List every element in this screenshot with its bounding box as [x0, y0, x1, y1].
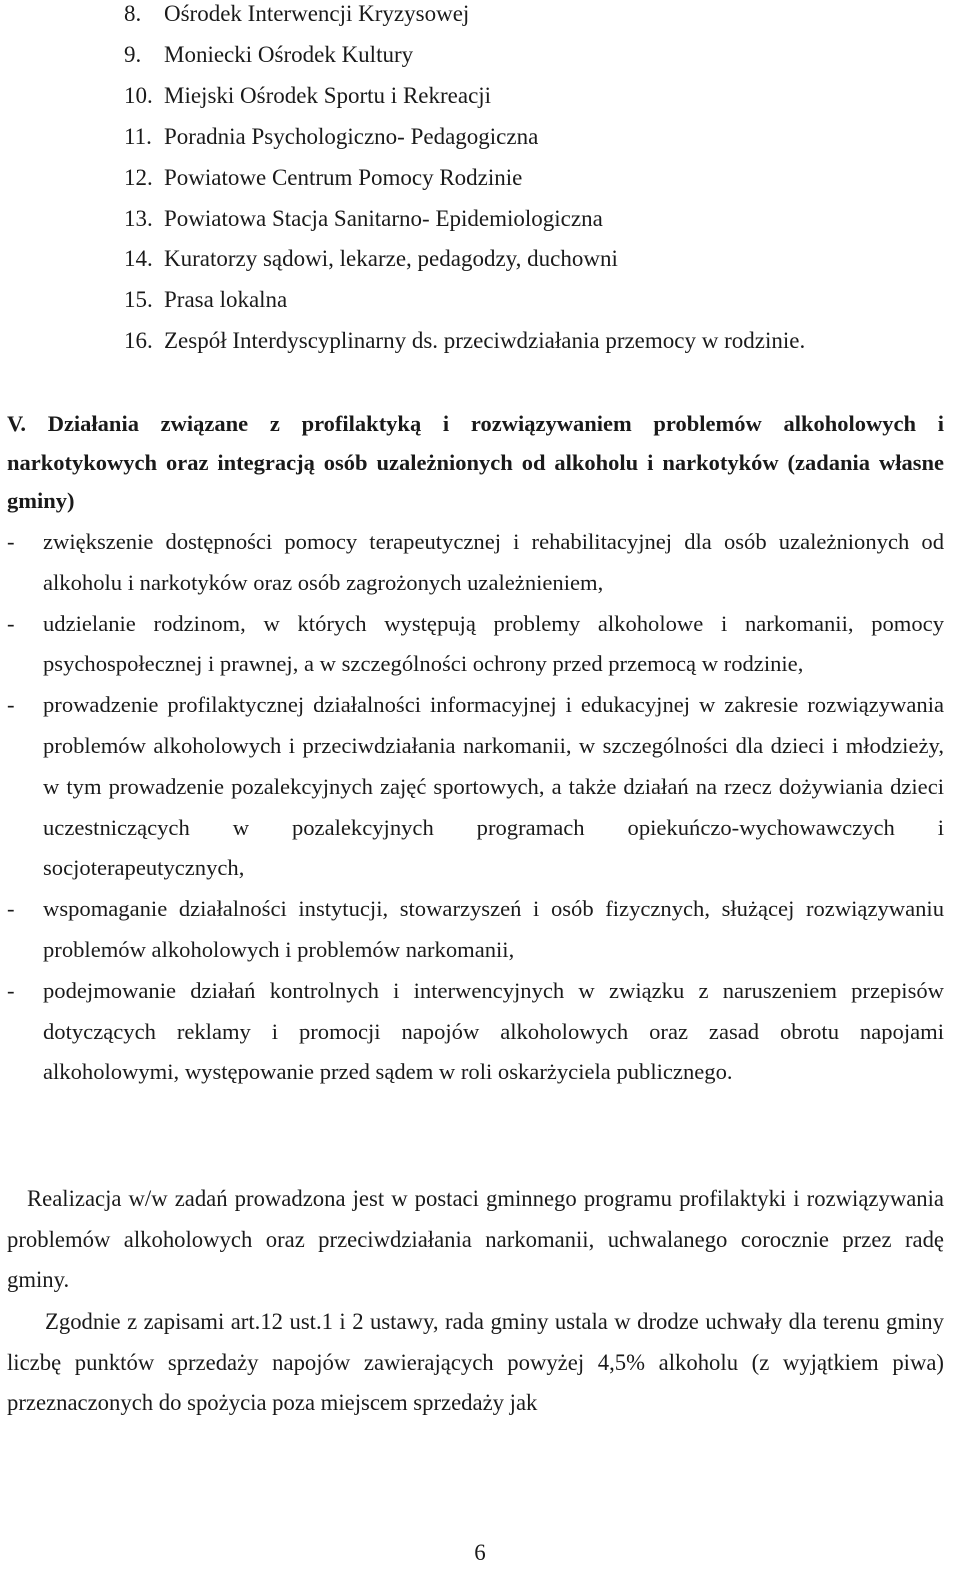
list-item: 8. Ośrodek Interwencji Kryzysowej	[124, 1, 470, 26]
body-paragraph: Realizacja w/w zadań prowadzona jest w postaci gminnego programu profilaktyki i rozwiązywania problemów alkoholowych oraz przeciwdziałania narkomanii, uchwalanego corocznie przez radę gminy.	[7, 1186, 944, 1293]
list-item: 9. Moniecki Ośrodek Kultury	[124, 41, 414, 67]
task-item: - zwiększenie dostępności pomocy terapeutycznej i rehabilitacyjnej dla osób uzależnionych od alkoholu i narkotyków oraz osób zagrożonych uzależnieniem,	[7, 529, 944, 595]
institution-list	[124, 0, 805, 362]
list-item: 12. Powiatowe Centrum Pomocy Rodzinie	[124, 164, 523, 190]
list-item: 13. Powiatowa Stacja Sanitarno- Epidemiologiczna	[124, 205, 603, 231]
list-item: 16. Zespół Interdyscyplinarny ds. przeciwdziałania przemocy w rodzinie.	[124, 328, 806, 354]
body-paragraph: Zgodnie z zapisami art.12 ust.1 i 2 ustawy, rada gminy ustala w drodze uchwały dla terenu gminy liczbę punktów sprzedaży napojów zawierających powyżej 4,5% alkoholu (z wyjątkiem piwa) przeznaczonych do spożycia poza miejscem sprzedaży jak	[7, 1309, 944, 1416]
list-item: 15. Prasa lokalna	[124, 287, 288, 313]
task-list	[7, 522, 944, 1093]
list-item: 11. Poradnia Psychologiczno- Pedagogiczna	[124, 123, 539, 149]
section-heading: V. Działania związane z profilaktyką i rozwiązywaniem problemów alkoholowych i narkotykowych oraz integracją osób uzależnionych od alkoholu i narkotyków (zadania własne gminy)	[7, 411, 944, 513]
task-item: - prowadzenie profilaktycznej działalności informacyjnej i edukacyjnej w zakresie rozwiązywania problemów alkoholowych i przeciwdziałania narkomanii, w szczególności dla dzieci i młodzieży, w tym prowadzenie pozalekcyjnych zajęć sportowych, a także działań na rzecz dożywiania dzieci uczestniczących w pozalekcyjnych programach opiekuńczo-wychowawczych i socjoterapeutycznych,	[7, 692, 944, 881]
task-item: - udzielanie rodzinom, w których występują problemy alkoholowe i narkomanii, pomocy psychospołecznej i prawnej, a w szczególności ochrony przed przemocą w rodzinie,	[7, 610, 944, 677]
page-number: 6	[474, 1540, 486, 1565]
task-item: - wspomaganie działalności instytucji, stowarzyszeń i osób fizycznych, służącej rozwiązywaniu problemów alkoholowych i problemów narkomanii,	[7, 896, 944, 962]
list-item: 10. Miejski Ośrodek Sportu i Rekreacji	[124, 82, 492, 108]
list-item: 14. Kuratorzy sądowi, lekarze, pedagodzy, duchowni	[124, 246, 618, 272]
task-item: - podejmowanie działań kontrolnych i interwencyjnych w związku z naruszeniem przepisów dotyczących reklamy i promocji napojów alkoholowych oraz zasad obrotu napojami alkoholowymi, występowanie przed sądem w roli oskarżyciela publicznego.	[7, 977, 944, 1085]
